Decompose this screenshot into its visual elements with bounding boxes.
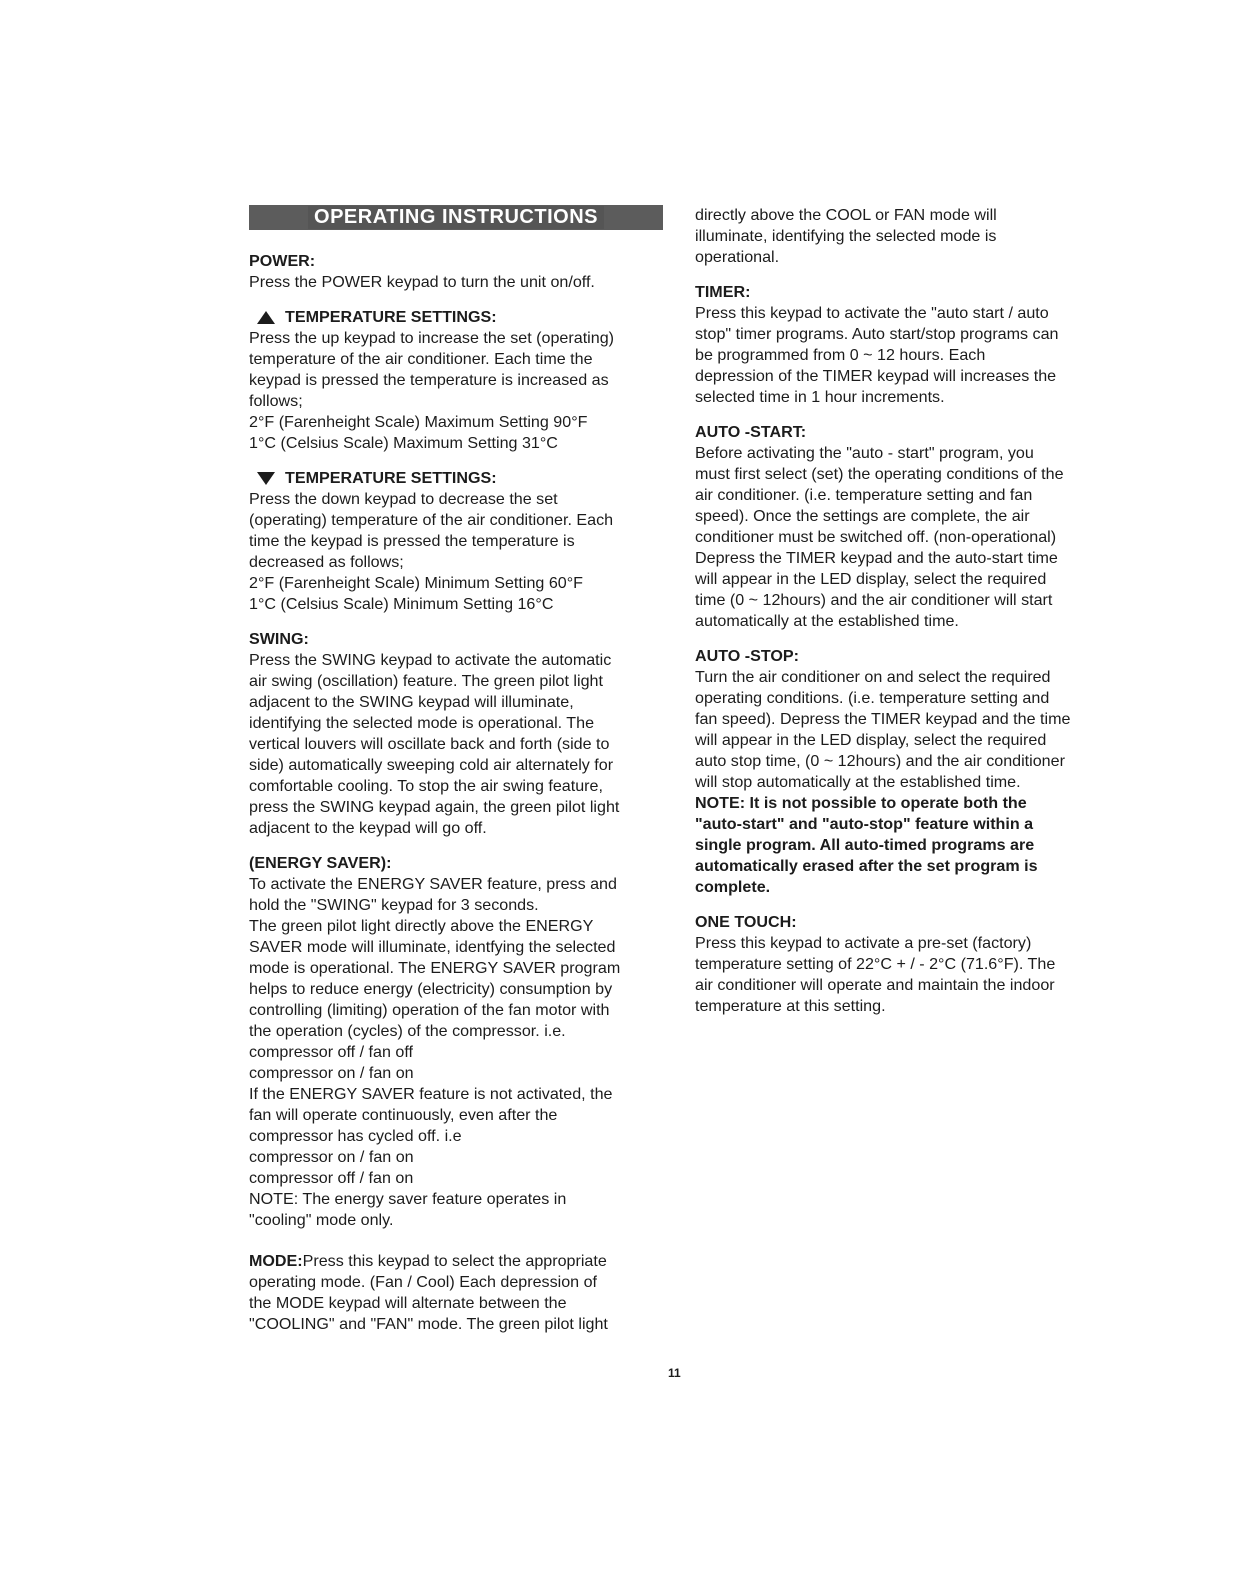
text-line: temperature at this setting. bbox=[695, 997, 886, 1015]
text-line: will appear in the LED display, select the required bbox=[695, 731, 1047, 749]
text-line: the operation (cycles) of the compressor. i.e. bbox=[249, 1022, 566, 1040]
text-line: air conditioner will operate and maintain the indoor bbox=[695, 976, 1055, 994]
timer-heading: TIMER: bbox=[695, 283, 751, 301]
text-line: SAVER mode will illuminate, identfying the selected bbox=[249, 938, 616, 956]
one-touch-section bbox=[695, 912, 1115, 1017]
auto-stop-note bbox=[695, 793, 1115, 898]
text-line: Press the down keypad to decrease the set bbox=[249, 490, 558, 508]
text-line: "COOLING" and "FAN" mode. The green pilot light bbox=[249, 1315, 608, 1333]
temp-down-heading: TEMPERATURE SETTINGS: bbox=[285, 469, 497, 487]
section-banner: OPERATING INSTRUCTIONS bbox=[249, 205, 663, 230]
auto-stop-heading: AUTO -STOP: bbox=[695, 647, 800, 665]
text-line: helps to reduce energy (electricity) consumption by bbox=[249, 980, 613, 998]
mode-heading: MODE: bbox=[249, 1252, 303, 1270]
page-number: 11 bbox=[668, 1366, 681, 1380]
text-line: directly above the COOL or FAN mode will bbox=[695, 206, 997, 224]
text-line: will appear in the LED display, select the required bbox=[695, 570, 1047, 588]
text-line: temperature of the air conditioner. Each time the bbox=[249, 350, 593, 368]
text-line: be programmed from 0 ~ 12 hours. Each bbox=[695, 346, 986, 364]
text-line: To activate the ENERGY SAVER feature, press and bbox=[249, 875, 617, 893]
text-line: conditioner must be switched off. (non-operational) bbox=[695, 528, 1057, 546]
text-line: Turn the air conditioner on and select the required bbox=[695, 668, 1051, 686]
text-line: operating mode. (Fan / Cool) Each depression of bbox=[249, 1273, 597, 1291]
text-line: Before activating the "auto - start" program, you bbox=[695, 444, 1034, 462]
text-line: NOTE: It is not possible to operate both the bbox=[695, 794, 1027, 812]
text-line: decreased as follows; bbox=[249, 553, 404, 571]
text-line: operational. bbox=[695, 248, 780, 266]
text-line: Press the SWING keypad to activate the automatic bbox=[249, 651, 612, 669]
text-line: compressor on / fan on bbox=[249, 1148, 414, 1166]
text-line: (operating) temperature of the air conditioner. Each bbox=[249, 511, 614, 529]
text-line: must first select (set) the operating conditions of the bbox=[695, 465, 1064, 483]
text-line: temperature setting of 22°C + / - 2°C (71.6°F). The bbox=[695, 955, 1056, 973]
text-line: fan will operate continuously, even after the bbox=[249, 1106, 558, 1124]
text-line: The green pilot light directly above the ENERGY bbox=[249, 917, 594, 935]
text-line: mode is operational. The ENERGY SAVER program bbox=[249, 959, 621, 977]
text-line: Press this keypad to activate a pre-set (factory) bbox=[695, 934, 1032, 952]
text-line: adjacent to the keypad will go off. bbox=[249, 819, 487, 837]
text-line: the MODE keypad will alternate between the bbox=[249, 1294, 567, 1312]
text-line: compressor off / fan on bbox=[249, 1169, 414, 1187]
text-line: 2°F (Farenheight Scale) Maximum Setting 90°F bbox=[249, 413, 588, 431]
text-line: vertical louvers will oscillate back and forth (side to bbox=[249, 735, 610, 753]
right-column bbox=[695, 205, 1115, 1017]
mode-first-line: Press this keypad to select the appropriate bbox=[302, 1252, 607, 1270]
temp-up-section bbox=[249, 307, 669, 454]
text-line: stop" timer programs. Auto start/stop programs can bbox=[695, 325, 1059, 343]
text-line: keypad is pressed the temperature is increased as bbox=[249, 371, 609, 389]
text-line: fan speed). Depress the TIMER keypad and the time bbox=[695, 710, 1071, 728]
text-line: time (0 ~ 12hours) and the air conditioner will start bbox=[695, 591, 1053, 609]
text-line: operating conditions. (i.e. temperature setting and bbox=[695, 689, 1050, 707]
auto-stop-section bbox=[695, 646, 1115, 898]
auto-start-section bbox=[695, 422, 1115, 632]
text-line: air swing (oscillation) feature. The green pilot light bbox=[249, 672, 603, 690]
text-line: depression of the TIMER keypad will increases the bbox=[695, 367, 1057, 385]
text-line: "cooling" mode only. bbox=[249, 1211, 394, 1229]
text-line: auto stop time, (0 ~ 12hours) and the air conditioner bbox=[695, 752, 1065, 770]
power-section bbox=[249, 251, 669, 293]
text-line: time the keypad is pressed the temperature is bbox=[249, 532, 575, 550]
swing-section bbox=[249, 629, 669, 839]
text-line: follows; bbox=[249, 392, 303, 410]
text-line: Depress the TIMER keypad and the auto-start time bbox=[695, 549, 1058, 567]
left-column bbox=[249, 251, 669, 1335]
text-line: complete. bbox=[695, 878, 771, 896]
energy-saver-heading: (ENERGY SAVER): bbox=[249, 854, 392, 872]
energy-saver-section bbox=[249, 853, 669, 1231]
power-heading: POWER: bbox=[249, 252, 316, 270]
text-line: 1°C (Celsius Scale) Maximum Setting 31°C bbox=[249, 434, 558, 452]
text-line: will stop automatically at the established time. bbox=[695, 773, 1021, 791]
text-line: NOTE: The energy saver feature operates in bbox=[249, 1190, 567, 1208]
text-line: press the SWING keypad again, the green pilot light bbox=[249, 798, 620, 816]
triangle-up-icon bbox=[257, 311, 275, 324]
text-line: controlling (limiting) operation of the fan motor with bbox=[249, 1001, 610, 1019]
text-line: side) automatically sweeping cold air alternately for bbox=[249, 756, 614, 774]
text-line: comfortable cooling. To stop the air swing feature, bbox=[249, 777, 603, 795]
text-line: "auto-start" and "auto-stop" feature within a bbox=[695, 815, 1034, 833]
text-line: automatically erased after the set program is bbox=[695, 857, 1038, 875]
temp-up-heading: TEMPERATURE SETTINGS: bbox=[285, 308, 497, 326]
text-line: identifying the selected mode is operational. The bbox=[249, 714, 595, 732]
text-line: Press the POWER keypad to turn the unit on/off. bbox=[249, 273, 595, 291]
text-line: hold the "SWING" keypad for 3 seconds. bbox=[249, 896, 539, 914]
text-line: speed). Once the settings are complete, the air bbox=[695, 507, 1030, 525]
text-line: Press this keypad to activate the "auto start / auto bbox=[695, 304, 1049, 322]
auto-start-heading: AUTO -START: bbox=[695, 423, 807, 441]
mode-continued bbox=[695, 205, 1115, 268]
text-line: compressor has cycled off. i.e bbox=[249, 1127, 462, 1145]
swing-heading: SWING: bbox=[249, 630, 309, 648]
one-touch-heading: ONE TOUCH: bbox=[695, 913, 797, 931]
text-line: compressor on / fan on bbox=[249, 1064, 414, 1082]
text-line: compressor off / fan off bbox=[249, 1043, 414, 1061]
mode-section bbox=[249, 1251, 669, 1335]
timer-section bbox=[695, 282, 1115, 408]
text-line: selected time in 1 hour increments. bbox=[695, 388, 945, 406]
text-line: Press the up keypad to increase the set (operating) bbox=[249, 329, 615, 347]
triangle-down-icon bbox=[257, 472, 275, 485]
text-line: 1°C (Celsius Scale) Minimum Setting 16°C bbox=[249, 595, 554, 613]
text-line: single program. All auto-timed programs are bbox=[695, 836, 1035, 854]
text-line: illuminate, identifying the selected mode is bbox=[695, 227, 997, 245]
text-line: air conditioner. (i.e. temperature setting and fan bbox=[695, 486, 1033, 504]
text-line: 2°F (Farenheight Scale) Minimum Setting 60°F bbox=[249, 574, 583, 592]
text-line: automatically at the established time. bbox=[695, 612, 959, 630]
text-line: adjacent to the SWING keypad will illuminate, bbox=[249, 693, 574, 711]
temp-down-section bbox=[249, 468, 669, 615]
text-line: If the ENERGY SAVER feature is not activated, the bbox=[249, 1085, 613, 1103]
